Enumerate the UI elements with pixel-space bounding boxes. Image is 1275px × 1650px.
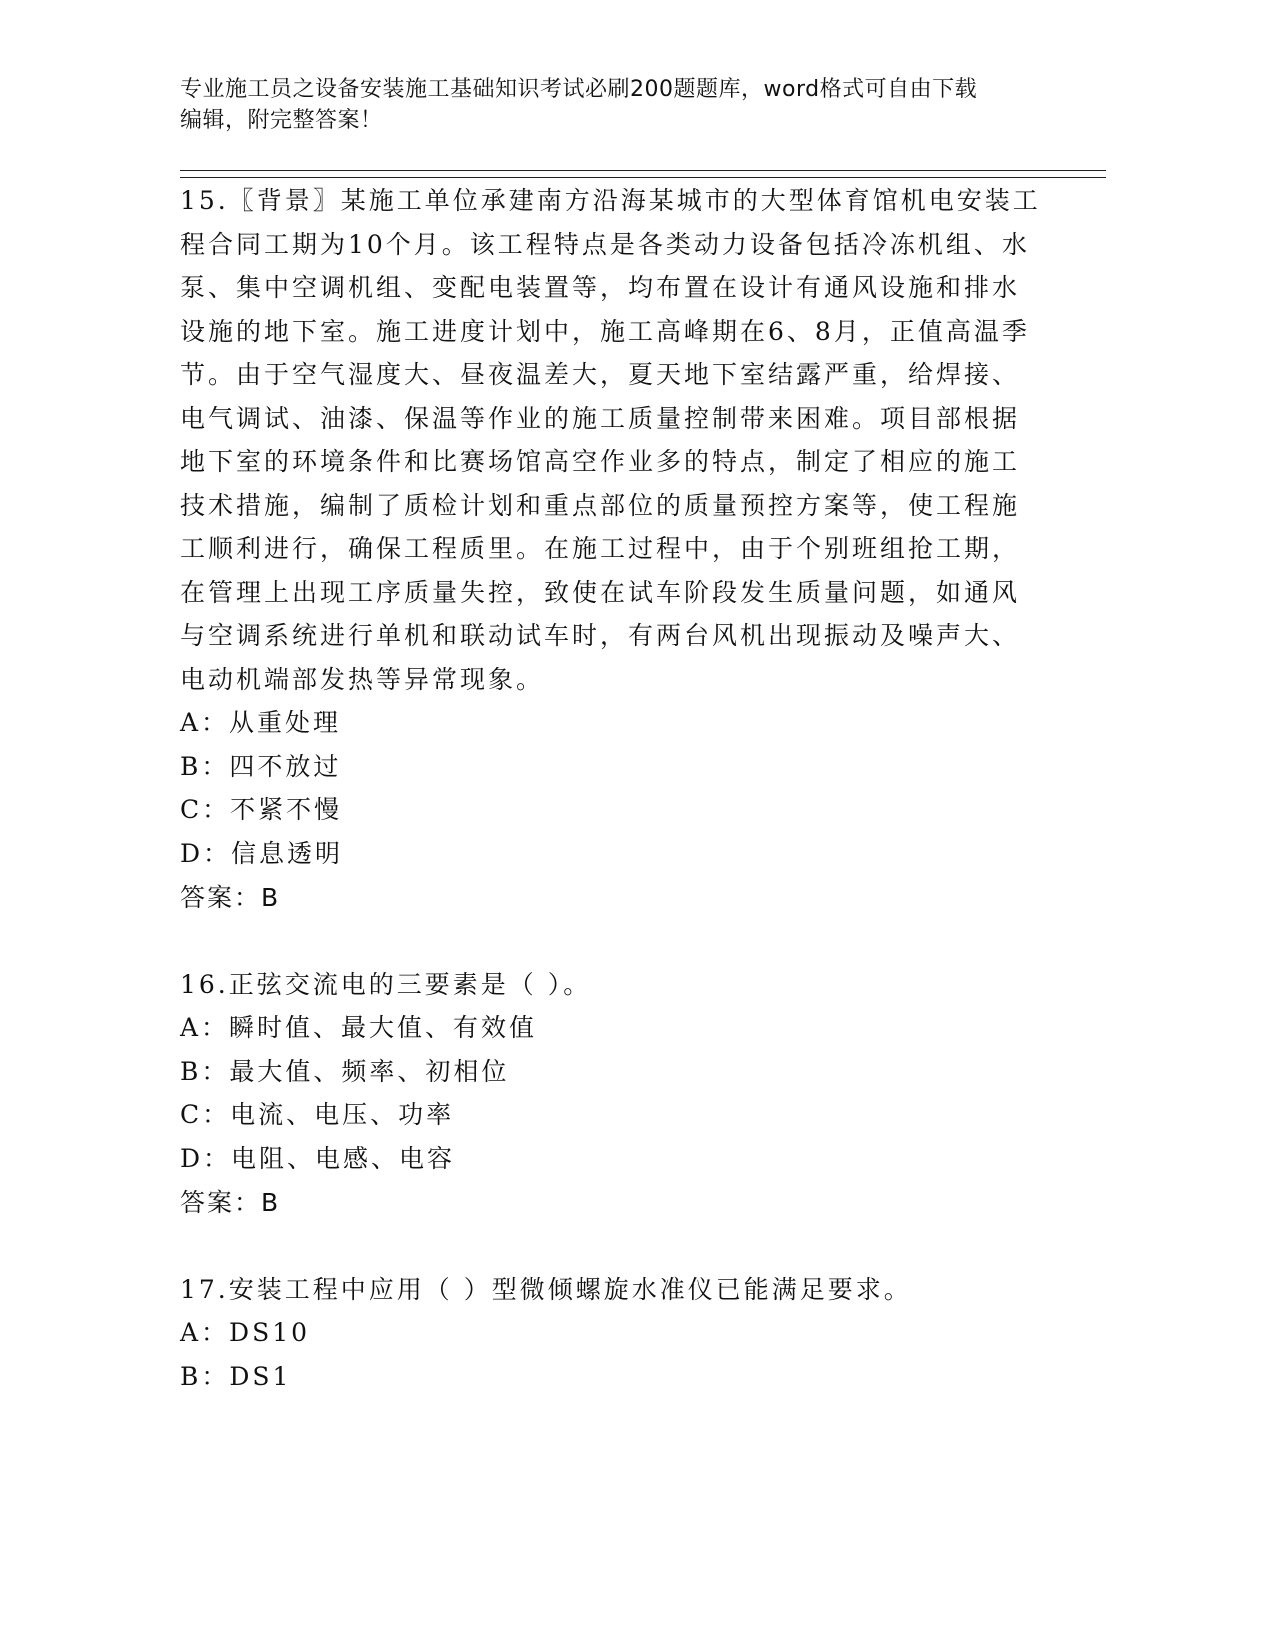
header-divider-top — [180, 170, 1106, 171]
question-text-line: 程合同工期为10个月。该工程特点是各类动力设备包括冷冻机组、水 — [180, 230, 1030, 259]
question-text-line: 地下室的环境条件和比赛场馆高空作业多的特点，制定了相应的施工 — [180, 447, 1021, 476]
header-title-line-1: 专业施工员之设备安装施工基础知识考试必刷200题题库，word格式可自由下载 — [180, 77, 978, 102]
question-text-line: 泵、集中空调机组、变配电装置等，均布置在设计有通风设施和排水 — [180, 273, 1021, 302]
question-text-line: 在管理上出现工序质量失控，致使在试车阶段发生质量问题，如通风 — [180, 578, 1021, 607]
option-d: D：信息透明 — [180, 839, 344, 868]
question-text-line: 工顺利进行，确保工程质里。在施工过程中，由于个别班组抢工期， — [180, 534, 1021, 563]
document-header — [180, 74, 1060, 136]
option-a: A：从重处理 — [180, 708, 342, 737]
question-text-line: 技术措施，编制了质检计划和重点部位的质量预控方案等，使工程施 — [180, 491, 1021, 520]
question-text-line: 15.〖背景〗某施工单位承建南方沿海某城市的大型体育馆机电安装工 — [180, 186, 1041, 215]
question-text-line: 节。由于空气湿度大、昼夜温差大，夏天地下室结露严重，给焊接、 — [180, 360, 1021, 389]
question-text-line: 17.安装工程中应用（ ）型微倾螺旋水准仪已能满足要求。 — [180, 1275, 912, 1304]
option-a: A：瞬时值、最大值、有效值 — [180, 1013, 538, 1042]
question-text-line: 16.正弦交流电的三要素是（ ）。 — [180, 970, 592, 999]
header-title-line-2: 编辑，附完整答案！ — [180, 108, 383, 133]
question-text-line: 电动机端部发热等异常现象。 — [180, 665, 545, 694]
question-text-line: 电气调试、油漆、保温等作业的施工质量控制带来困难。项目部根据 — [180, 404, 1021, 433]
question-text-line: 设施的地下室。施工进度计划中，施工高峰期在6、8月，正值高温季 — [180, 317, 1030, 346]
answer-label: 答案：B — [180, 883, 281, 912]
option-c: C：不紧不慢 — [180, 795, 343, 824]
question-text-line: 与空调系统进行单机和联动试车时，有两台风机出现振动及噪声大、 — [180, 621, 1021, 650]
header-divider-bottom — [180, 177, 1106, 178]
answer-label: 答案：B — [180, 1188, 281, 1217]
option-a: A：DS10 — [180, 1318, 311, 1347]
option-d: D：电阻、电感、电容 — [180, 1144, 456, 1173]
option-b: B：四不放过 — [180, 752, 342, 781]
option-b: B：DS1 — [180, 1362, 292, 1391]
option-b: B：最大值、频率、初相位 — [180, 1057, 510, 1086]
option-c: C：电流、电压、功率 — [180, 1100, 455, 1129]
